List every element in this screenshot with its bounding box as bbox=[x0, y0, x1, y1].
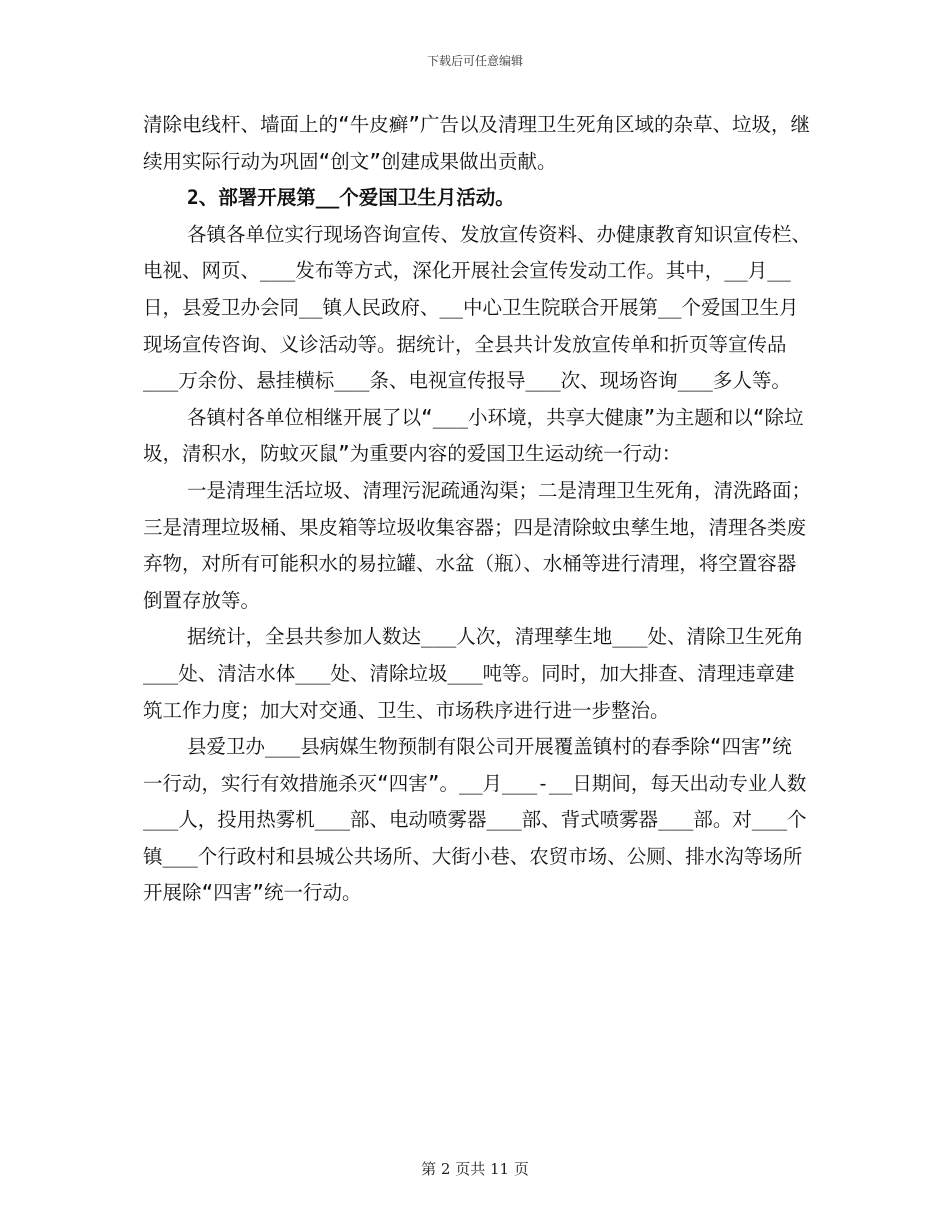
page-header: 下载后可任意编辑 bbox=[426, 54, 523, 68]
section-heading: 2、部署开展第__个爱国卫生月活动。 bbox=[187, 186, 515, 210]
page-footer: 第 2 页共 11 页 bbox=[421, 1160, 529, 1178]
paragraph-statistics: 据统计，全县共参加人数达___人次，清理孳生地___处、清除卫生死角___处、清洁水体___处、清除垃圾___吨等。同时，加大排查、清理违章建筑工作力度；加大对交通、卫生、市场秩序进行进一步整治。 bbox=[143, 625, 804, 722]
paragraph-pest-control: 县爱卫办___县病媒生物预制有限公司开展覆盖镇村的春季除“四害”统一行动，实行有效措施杀灭“四害”。__月___-__日期间，每天出动专业人数___人，投用热雾机___部、电动喷雾器___部、背式喷雾器___部。对___个镇___个行政村和县城公共场所、大街小巷、农贸市场、公厕、排水沟等场所开展除“四害”统一行动。 bbox=[143, 735, 807, 905]
paragraph-publicity: 各镇各单位实行现场咨询宣传、发放宣传资料、办健康教育知识宣传栏、电视、网页、___发布等方式，深化开展社会宣传发动工作。其中，__月__日，县爱卫办会同__镇人民政府、__中心卫生院联合开展第__个爱国卫生月现场宣传咨询、义诊活动等。据统计，全县共计发放宣传单和折页等宣传品___万余份、悬挂横标___条、电视宣传报导___次、现场咨询___多人等。 bbox=[143, 222, 812, 393]
document-body bbox=[143, 107, 811, 912]
paragraph-campaign: 各镇村各单位相继开展了以“___小环境，共享大健康”为主题和以“除垃圾，清积水，防蚊灭鼠”为重要内容的爱国卫生运动统一行动： bbox=[143, 405, 804, 466]
paragraph-measures: 一是清理生活垃圾、清理污泥疏通沟渠；二是清理卫生死角，清洗路面；三是清理垃圾桶、果皮箱等垃圾收集容器；四是清除蚊虫孳生地，清理各类废弃物，对所有可能积水的易拉罐、水盆（瓶）、水桶等进行清理，将空置容器倒置存放等。 bbox=[143, 478, 812, 612]
paragraph-continuation: 清除电线杆、墙面上的“牛皮癣”广告以及清理卫生死角区域的杂草、垃圾，继续用实际行动为巩固“创文”创建成果做出贡献。 bbox=[143, 113, 810, 173]
